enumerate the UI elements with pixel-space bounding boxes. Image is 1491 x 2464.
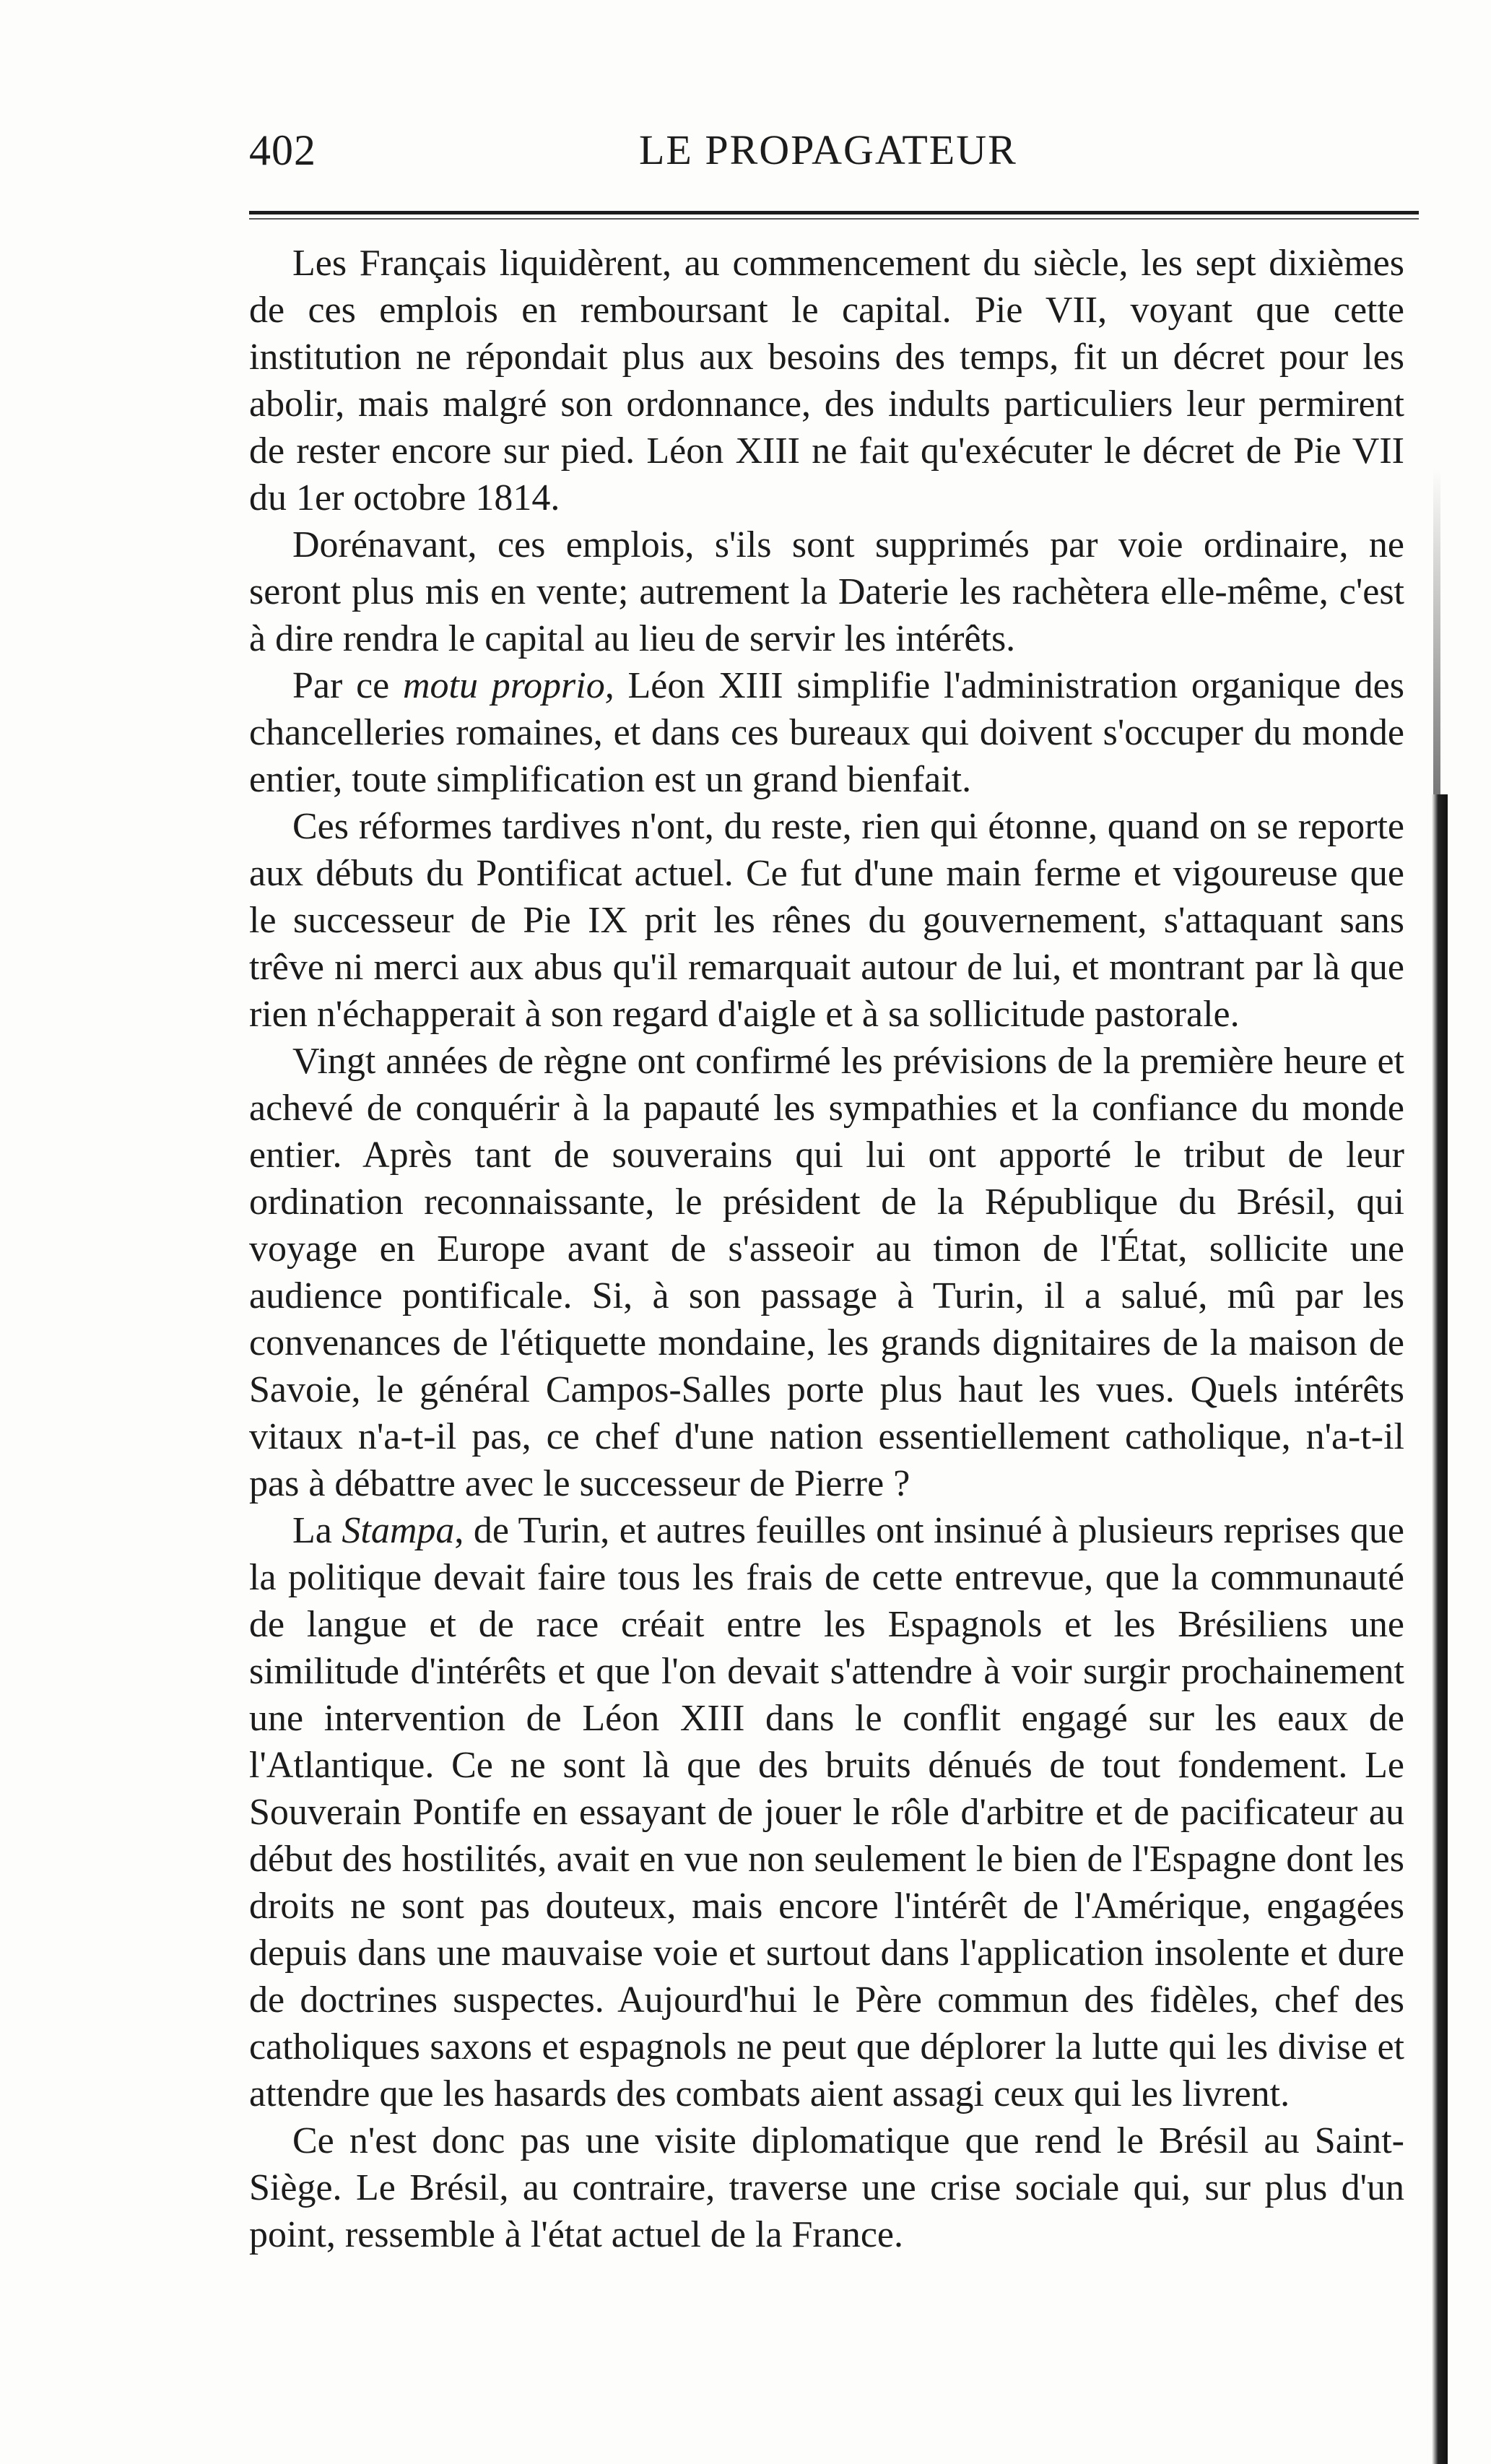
paragraph-4: Ces réformes tardives n'ont, du reste, rien qui étonne, quand on se reporte aux débuts du Pontificat actuel. Ce fut d'une main ferme et vigoureuse que le successeur de Pie IX prit les rênes du gouvernement, s'attaquant sans trêve ni merci aux abus qu'il remarquait autour de lui, et montrant par là que rien n'échapperait à son regard d'aigle et à sa sollicitude pastorale. <box>249 806 1404 1035</box>
paragraph-2: Dorénavant, ces emplois, s'ils sont supprimés par voie ordinaire, ne seront plus mis en vente; autrement la Daterie les rachètera elle-même, c'est à dire rendra le capital au lieu de servir les intérêts. <box>249 524 1404 659</box>
paragraph-6-lead: La <box>292 1510 342 1551</box>
body-text <box>249 240 1404 2258</box>
header-rule <box>249 211 1419 214</box>
paragraph-3-rest: Léon XIII simplifie l'administration organique des chancelleries romaines, et dans ces bureaux qui doivent s'occuper du monde entier, toute simplification est un grand bienfait. <box>249 665 1404 800</box>
italic-motu-proprio: motu proprio, <box>402 665 614 706</box>
paragraph-5: Vingt années de règne ont confirmé les prévisions de la première heure et achevé de conquérir à la papauté les sympathies et la confiance du monde entier. Après tant de souverains qui lui ont apporté le tribut de leur ordination reconnaissante, le président de la République du Brésil, qui voyage en Europe avant de s'asseoir au timon de l'État, sollicite une audience pontificale. Si, à son passage à Turin, il a salué, mû par les convenances de l'étiquette mondaine, les grands dignitaires de la maison de Savoie, le général Campos-Salles porte plus haut les vues. Quels intérêts vitaux n'a-t-il pas, ce chef d'une nation essentiellement catholique, n'a-t-il pas à débattre avec le successeur de Pierre ? <box>249 1041 1404 1504</box>
page-edge-shadow-top <box>1433 469 1440 794</box>
running-title: LE PROPAGATEUR <box>639 126 1017 173</box>
header-rule-thin <box>249 218 1419 220</box>
paragraph-1: Les Français liquidèrent, au commencement du siècle, les sept dixièmes de ces emplois en remboursant le capital. Pie VII, voyant que cette institution ne répondait plus aux besoins des temps, fit un décret pour les abolir, mais malgré son ordonnance, des indults particuliers leur permirent de rester encore sur pied. Léon XIII ne fait qu'exécuter le décret de Pie VII du 1er octobre 1814. <box>249 243 1404 519</box>
paragraph-3 <box>249 662 1404 803</box>
paragraph-6-rest: , de Turin, et autres feuilles ont insinué à plusieurs reprises que la politique devait faire tous les frais de cette entrevue, que la communauté de langue et de race créait entre les Espagnols et les Brésiliens une similitude d'intérêts et que l'on devait s'attendre à voir surgir prochainement une intervention de Léon XIII dans le conflit engagé sur les eaux de l'Atlantique. Ce ne sont là que des bruits dénués de tout fondement. Le Souverain Pontife en essayant de jouer le rôle d'arbitre et de pacificateur au début des hostilités, avait en vue non seulement le bien de l'Espagne dont les droits ne sont pas douteux, mais encore l'intérêt de l'Amérique, engagées depuis dans une mauvaise voie et surtout dans l'application insolente et dure de doctrines suspectes. Aujourd'hui le Père commun des fidèles, chef des catholiques saxons et espagnols ne peut que déplorer la lutte qui les divise et attendre que les hasards des combats aient assagi ceux qui les livrent. <box>249 1510 1404 2114</box>
italic-stampa: Stampa <box>342 1510 455 1551</box>
page-number: 402 <box>249 126 316 174</box>
paragraph-6 <box>249 1507 1404 2117</box>
page-edge-shadow <box>1432 794 1448 2464</box>
paragraph-7: Ce n'est donc pas une visite diplomatique que rend le Brésil au Saint-Siège. Le Brésil, au contraire, traverse une crise sociale qui, sur plus d'un point, ressemble à l'état actuel de la France. <box>249 2120 1404 2255</box>
paragraph-3-lead: Par ce <box>292 665 403 706</box>
page-header <box>249 121 1404 179</box>
